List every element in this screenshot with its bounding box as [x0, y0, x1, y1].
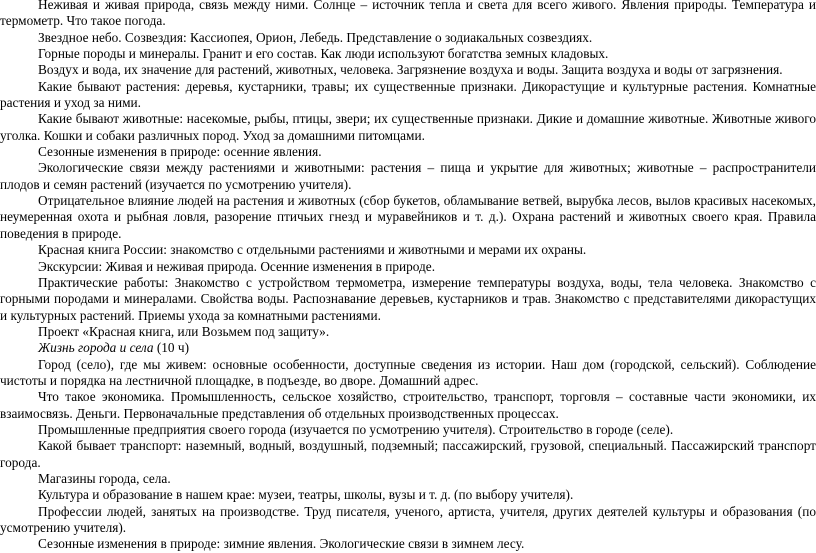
paragraph-red-book: Красная книга России: знакомство с отдельными растениями и животными и мерами их охраны.: [38, 242, 587, 258]
paragraph-professions: Профессии людей, занятых на производстве. Труд писателя, ученого, артиста, учителя, других деятелей культуры и образования (по усмотрению учителя).: [0, 503, 816, 535]
paragraph-air-water: Воздух и вода, их значение для растений, животных, человека. Загрязнение воздуха и воды. Защита воздуха и воды от загрязнения.: [38, 62, 783, 78]
paragraph-practical-work: Практические работы: Знакомство с устройством термометра, измерение температуры воздуха, воды, тела человека. Знакомство с горными породами и минералами. Свойства воды. Распознавание деревьев, кустарников и трав. Знакомство с представителями дикорастущих и культурных растений. Приемы ухода за комнатными растениями.: [0, 274, 816, 323]
section-heading-hours: (10 ч): [153, 340, 190, 356]
paragraph-shops: Магазины города, села.: [38, 470, 171, 486]
paragraph-winter: Сезонные изменения в природе: зимние явления. Экологические связи в зимнем лесу.: [38, 536, 525, 552]
paragraph-ecology: Экологические связи между растениями и животными: растения – пища и укрытие для животных; животные – распространители плодов и семян растений (изучается по усмотрению учителя).: [0, 160, 816, 192]
paragraph-project: Проект «Красная книга, или Возьмем под защиту».: [38, 323, 330, 339]
paragraph-transport: Какой бывает транспорт: наземный, водный, воздушный, подземный; пассажирский, грузовой, специальный. Пассажирский транспорт города.: [0, 438, 816, 470]
paragraph-human-impact: Отрицательное влияние людей на растения и животных (сбор букетов, обламывание ветвей, вырубка лесов, вылов красивых насекомых, неумеренная охота и рыбная ловля, разорение птичьих гнезд и муравейников и т. д.). Охрана растений и животных своего края. Правила поведения в природе.: [0, 193, 816, 241]
paragraph-industry: Промышленные предприятия своего города (изучается по усмотрению учителя). Строительство в городе (селе).: [38, 421, 674, 437]
paragraph-nature: Неживая и живая природа, связь между ними. Солнце – источник тепла и света для всего живого. Явления природы. Температура и термометр. Что такое погода.: [0, 0, 816, 29]
section-heading-city-village: [0, 340, 816, 356]
paragraph-autumn: Сезонные изменения в природе: осенние явления.: [38, 144, 322, 160]
paragraph-starry-sky: Звездное небо. Созвездия: Кассиопея, Орион, Лебедь. Представление о зодиакальных созвездиях.: [38, 29, 593, 45]
paragraph-excursions: Экскурсии: Живая и неживая природа. Осенние изменения в природе.: [38, 258, 436, 274]
paragraph-plants: Какие бывают растения: деревья, кустарники, травы; их существенные признаки. Дикорастущие и культурные растения. Комнатные растения и уход за ними.: [0, 78, 816, 111]
paragraph-animals: Какие бывают животные: насекомые, рыбы, птицы, звери; их существенные признаки. Дикие и домашние животные. Животные живого уголка. Кошки и собаки различных пород. Уход за домашними питомцами.: [0, 111, 816, 143]
section-heading-title: Жизнь города и села: [38, 340, 154, 356]
paragraph-rocks-minerals: Горные породы и минералы. Гранит и его состав. Как люди используют богатства земных кладовых.: [38, 46, 609, 62]
paragraph-hometown: Город (село), где мы живем: основные особенности, доступные сведения из истории. Наш дом (городской, сельский). Соблюдение чистоты и порядка на лестничной площадке, в подъезде, во дворе. Домашний адрес.: [0, 356, 816, 388]
paragraph-culture: Культура и образование в нашем крае: музеи, театры, школы, вузы и т. д. (по выбору учителя).: [38, 487, 574, 503]
paragraph-economy: Что такое экономика. Промышленность, сельское хозяйство, строительство, транспорт, торговля – составные части экономики, их взаимосвязь. Деньги. Первоначальные представления об отдельных производственных процессах.: [0, 389, 816, 421]
